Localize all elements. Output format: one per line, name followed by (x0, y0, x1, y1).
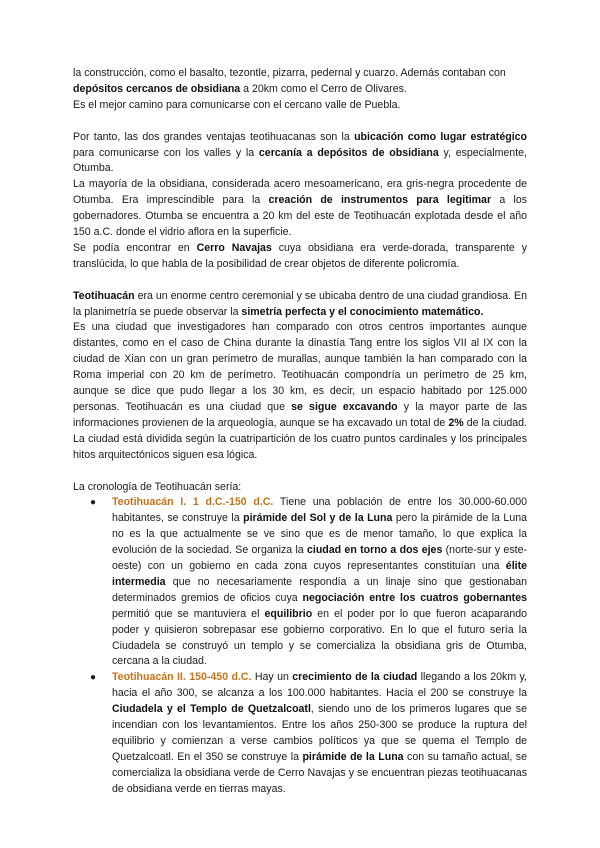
bullet-icon: ● (90, 497, 97, 509)
list-item: ● Teotihuacán I. 1 d.C.-150 d.C. Tiene una población de entre los 30.000-60.000 habitantes, se construye la pirámide del Sol y de la Luna pero la pirámide de la Luna no es la que actualmente se ve sino que es de menor tamaño, lo que explica la evolución de la sociedad. Se organiza la ciudad en torno a dos ejes (norte-sur y este-oeste) con un gobierno en cada zona cuyos representantes constituían una élite intermedia que no necesariamente respondía a un linaje sino que gestionaban determinados gremios de oficios cuya negociación entre los cuatros gobernantes permitió que se mantuviera el equilibrio en el poder por lo que fueron acaparando poder y quisieron sobrepasar ese gobierno corporativo. En lo que el futuro sería la Ciudadela se construyó un templo y se comercializa la obsidiana gris de Otumba, cercana a la ciudad. (90, 496, 527, 668)
ceremonial-center-paragraph: Teotihuacán era un enorme centro ceremonial y se ubicaba dentro de una ciudad grandiosa. En la planimetría se puede observar la simetría perfecta y el conocimiento matemático. (73, 289, 527, 318)
obsidian-paragraph: La mayoría de la obsidiana, considerada acero mesoamericano, era gris-negra procedente de Otumba. Era imprescindible para la creación de instrumentos para legitimar a los gobernadores. Otumba se encuentra a 20 km del este de Teotihuacán explotada desde el año 150 a.C. donde el vidrio aflora en la superficie. (73, 178, 528, 239)
chronology-intro: La cronología de Teotihuacán sería: (73, 480, 242, 493)
city-comparison-paragraph: Es una ciudad que investigadores han comparado con otros centros importantes aunque distantes, como en el caso de China durante la dinastía Tang entre los siglos VII al IX con la ciudad de Xian con un gran perímetro de murallas, aunque también la han comparado con la Roma imperial con 20 km de perímetro. Teotihuacán compondría un perímetro de 25 km, aunque se dice que pudo llegar a los 30 km, es decir, un espacio habitado por 125.000 personas. Teotihuacán es una ciudad que se sigue excavando y la mayor parte de las informaciones provienen de la arqueología, aunque se ha excavado un total de 2% de la ciudad. La ciudad está dividida según la cuatripartición de los cuatro puntos cardinales y los principales hitos arquitectónicos siguen esa lógica. (73, 321, 527, 461)
period-label: Teotihuacán I. 1 d.C.-150 d.C. (112, 496, 274, 509)
cerro-navajas-paragraph: Se podía encontrar en Cerro Navajas cuya obsidiana era verde-dorada, transparente y translúcida, lo que habla de la posibilidad de crear objetos de diferente policromía. (73, 241, 527, 270)
chronology-list (73, 495, 527, 797)
period-label: Teotihuacán II. 150-450 d.C. (112, 671, 252, 684)
bullet-icon: ● (90, 672, 97, 684)
document-page (73, 66, 527, 798)
advantages-paragraph: Por tanto, las dos grandes ventajas teotihuacanas son la ubicación como lugar estratégico para comunicarse con los valles y la cercanía a depósitos de obsidiana y, especialmente, Otumba. (73, 130, 528, 175)
intro-paragraph: la construcción, como el basalto, tezontle, pizarra, pedernal y cuarzo. Además contaban con depósitos cercanos de obsidiana a 20km como el Cerro de Olivares. Es el mejor camino para comunicarse con el cercano valle de Puebla. (73, 67, 506, 111)
list-item: ● Teotihuacán II. 150-450 d.C. Hay un crecimiento de la ciudad llegando a los 20km y, hacia el año 300, se alcanza a los 100.000 habitantes. Hacia el 200 se construye la Ciudadela y el Templo de Quetzalcoatl, siendo uno de los primeros lugares que se incendian con los levantamientos. Entre los años 250-300 se produce la ruptura del equilibrio y comienzan a verse cambios políticos ya que se quema el Templo de Quetzalcoatl. En el 350 se construye la pirámide de la Luna con su tamaño actual, se comercializa la obsidiana verde de Cerro Navajas y se encuentran piezas teotihuacanas de obsidiana verde en tierras mayas. (90, 671, 528, 795)
